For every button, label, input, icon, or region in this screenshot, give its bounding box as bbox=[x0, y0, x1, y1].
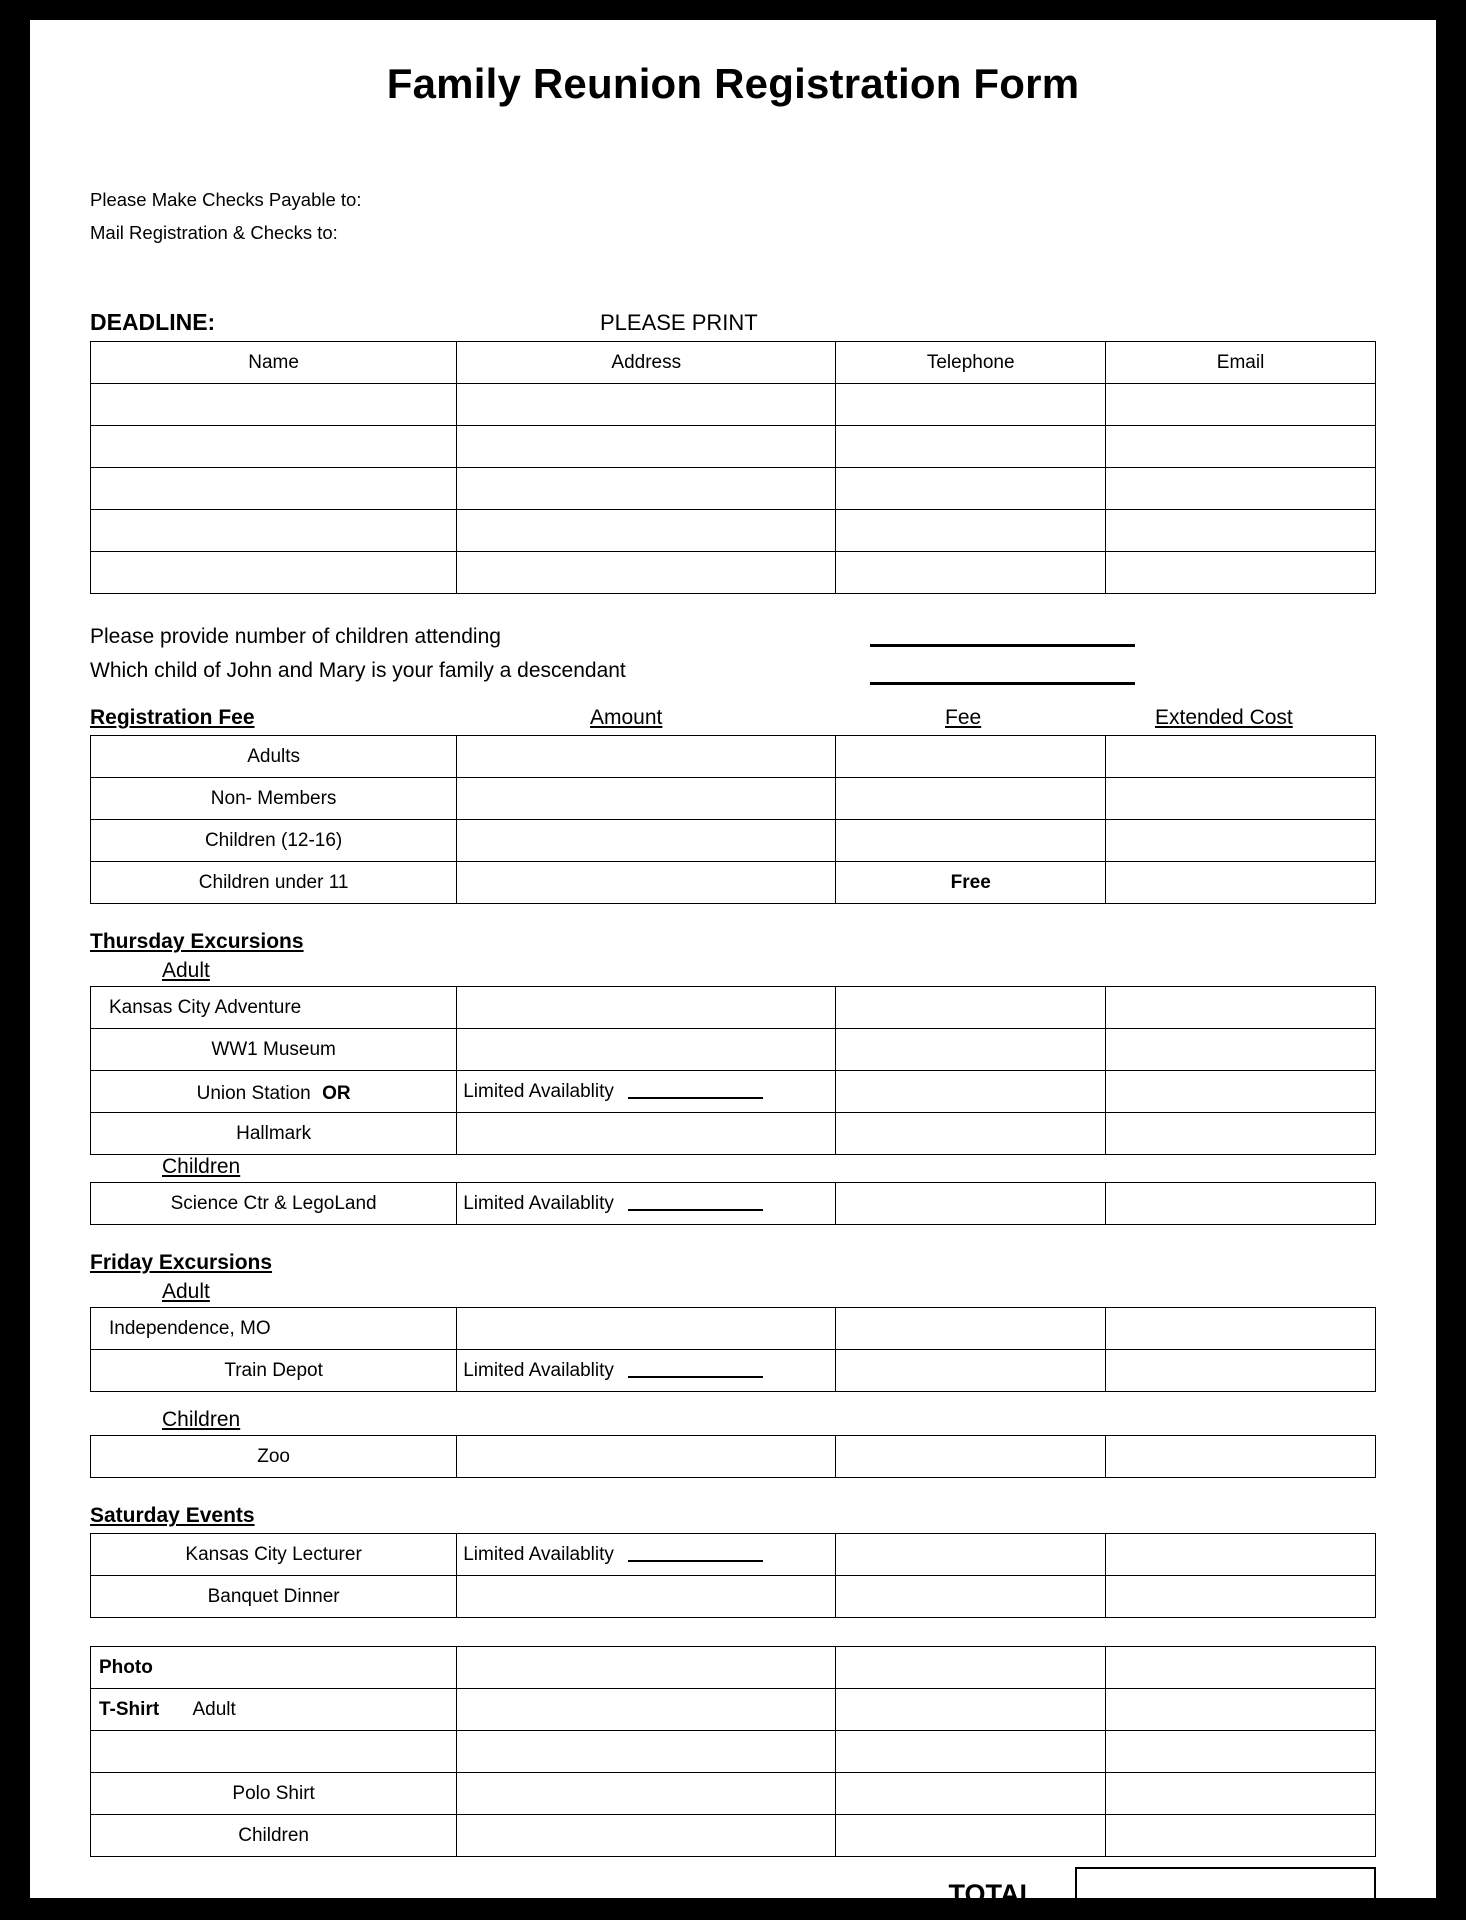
table-row bbox=[91, 1350, 1376, 1392]
contacts-header-row bbox=[91, 342, 1376, 384]
merch-label-photo: Photo bbox=[91, 1647, 457, 1689]
excursion-availability bbox=[457, 1183, 836, 1225]
header-amount: Amount bbox=[590, 706, 663, 730]
excursion-availability bbox=[457, 1350, 836, 1392]
event-availability bbox=[457, 1534, 836, 1576]
fee-row-extended[interactable] bbox=[1106, 820, 1376, 862]
availability-text: Limited Availablity bbox=[463, 1080, 614, 1102]
merch-fee[interactable] bbox=[836, 1689, 1106, 1731]
excursion-fee[interactable] bbox=[836, 1308, 1106, 1350]
excursion-extended[interactable] bbox=[1106, 1183, 1376, 1225]
fee-row-extended[interactable] bbox=[1106, 778, 1376, 820]
total-value-box[interactable] bbox=[1075, 1867, 1376, 1919]
cell-name[interactable] bbox=[91, 510, 457, 552]
excursion-fee[interactable] bbox=[836, 987, 1106, 1029]
cell-telephone[interactable] bbox=[836, 510, 1106, 552]
excursion-fee[interactable] bbox=[836, 1113, 1106, 1155]
excursion-label: Zoo bbox=[91, 1436, 457, 1478]
table-row bbox=[91, 1029, 1376, 1071]
excursion-label bbox=[91, 1071, 457, 1113]
table-row bbox=[91, 1689, 1376, 1731]
fee-section-headers bbox=[90, 706, 1376, 735]
fee-row-extended[interactable] bbox=[1106, 862, 1376, 904]
cell-email[interactable] bbox=[1106, 384, 1376, 426]
cell-address[interactable] bbox=[457, 426, 836, 468]
cell-address[interactable] bbox=[457, 384, 836, 426]
payable-block bbox=[90, 186, 1376, 247]
cell-name[interactable] bbox=[91, 468, 457, 510]
availability-blank-line[interactable] bbox=[628, 1560, 763, 1562]
registration-fee-table bbox=[90, 735, 1376, 904]
table-row bbox=[91, 862, 1376, 904]
merch-label-tshirt-text: T-Shirt bbox=[99, 1698, 160, 1720]
cell-telephone[interactable] bbox=[836, 426, 1106, 468]
availability-text: Limited Availablity bbox=[463, 1192, 614, 1214]
answer-line-children-attending[interactable] bbox=[870, 644, 1135, 647]
friday-children-table bbox=[90, 1435, 1376, 1478]
table-row bbox=[91, 1576, 1376, 1618]
excursion-fee[interactable] bbox=[836, 1183, 1106, 1225]
merchandise-table bbox=[90, 1646, 1376, 1857]
excursion-extended[interactable] bbox=[1106, 1029, 1376, 1071]
fee-row-fee[interactable] bbox=[836, 820, 1106, 862]
section-heading-saturday: Saturday Events bbox=[90, 1504, 255, 1528]
merch-label-polo: Polo Shirt bbox=[91, 1773, 457, 1815]
header-fee: Fee bbox=[945, 706, 982, 730]
cell-email[interactable] bbox=[1106, 510, 1376, 552]
availability-blank-line[interactable] bbox=[628, 1376, 763, 1378]
table-row bbox=[91, 552, 1376, 594]
table-row bbox=[91, 987, 1376, 1029]
table-row bbox=[91, 1436, 1376, 1478]
table-row bbox=[91, 468, 1376, 510]
table-row bbox=[91, 384, 1376, 426]
excursion-fee[interactable] bbox=[836, 1029, 1106, 1071]
excursion-label: WW1 Museum bbox=[91, 1029, 457, 1071]
excursion-availability bbox=[457, 1071, 836, 1113]
table-row bbox=[91, 1534, 1376, 1576]
fee-row-label: Children (12-16) bbox=[91, 820, 457, 862]
table-row bbox=[91, 1071, 1376, 1113]
merch-amount[interactable] bbox=[457, 1815, 836, 1857]
cell-name[interactable] bbox=[91, 426, 457, 468]
table-row bbox=[91, 1731, 1376, 1773]
table-row bbox=[91, 1815, 1376, 1857]
document-page bbox=[30, 20, 1436, 1910]
event-extended[interactable] bbox=[1106, 1534, 1376, 1576]
mail-registration-line: Mail Registration & Checks to: bbox=[90, 221, 338, 243]
cell-address[interactable] bbox=[457, 552, 836, 594]
event-amount[interactable] bbox=[457, 1576, 836, 1618]
cell-telephone[interactable] bbox=[836, 384, 1106, 426]
merch-label-blank[interactable] bbox=[91, 1731, 457, 1773]
fee-row-fee[interactable] bbox=[836, 736, 1106, 778]
merch-amount[interactable] bbox=[457, 1689, 836, 1731]
excursion-extended[interactable] bbox=[1106, 1436, 1376, 1478]
fee-row-label: Adults bbox=[91, 736, 457, 778]
excursion-label: Kansas City Adventure bbox=[91, 987, 457, 1029]
fee-row-label: Children under 11 bbox=[91, 862, 457, 904]
event-fee[interactable] bbox=[836, 1576, 1106, 1618]
excursion-fee[interactable] bbox=[836, 1350, 1106, 1392]
subheading-thursday-children: Children bbox=[162, 1155, 241, 1179]
thursday-children-table bbox=[90, 1182, 1376, 1225]
header-extended-cost: Extended Cost bbox=[1155, 706, 1293, 730]
merch-extended[interactable] bbox=[1106, 1773, 1376, 1815]
merch-label-tshirt-adult: Adult bbox=[192, 1698, 236, 1720]
excursion-label-text: Union Station bbox=[196, 1082, 311, 1104]
merch-extended[interactable] bbox=[1106, 1731, 1376, 1773]
deadline-row bbox=[90, 309, 1376, 339]
table-row bbox=[91, 1183, 1376, 1225]
excursion-label: Train Depot bbox=[91, 1350, 457, 1392]
excursion-amount[interactable] bbox=[457, 987, 836, 1029]
cell-telephone[interactable] bbox=[836, 468, 1106, 510]
subheading-friday-children: Children bbox=[162, 1408, 241, 1432]
excursion-fee[interactable] bbox=[836, 1071, 1106, 1113]
cell-telephone[interactable] bbox=[836, 552, 1106, 594]
table-row bbox=[91, 1647, 1376, 1689]
merch-extended[interactable] bbox=[1106, 1815, 1376, 1857]
subheading-thursday-adult: Adult bbox=[162, 959, 210, 983]
thursday-adult-table bbox=[90, 986, 1376, 1155]
cell-email[interactable] bbox=[1106, 468, 1376, 510]
excursion-extended[interactable] bbox=[1106, 1071, 1376, 1113]
header-registration-fee: Registration Fee bbox=[90, 706, 255, 730]
excursion-extended[interactable] bbox=[1106, 1350, 1376, 1392]
merch-fee[interactable] bbox=[836, 1815, 1106, 1857]
excursion-label: Independence, MO bbox=[91, 1308, 457, 1350]
excursion-amount[interactable] bbox=[457, 1029, 836, 1071]
excursion-label-or: OR bbox=[322, 1082, 351, 1104]
fee-row-amount[interactable] bbox=[457, 778, 836, 820]
event-fee[interactable] bbox=[836, 1534, 1106, 1576]
table-row bbox=[91, 820, 1376, 862]
fee-row-label: Non- Members bbox=[91, 778, 457, 820]
excursion-extended[interactable] bbox=[1106, 1308, 1376, 1350]
merch-amount[interactable] bbox=[457, 1647, 836, 1689]
event-extended[interactable] bbox=[1106, 1576, 1376, 1618]
merch-fee[interactable] bbox=[836, 1647, 1106, 1689]
excursion-fee[interactable] bbox=[836, 1436, 1106, 1478]
table-row bbox=[91, 778, 1376, 820]
total-label: TOTAL bbox=[948, 1879, 1036, 1910]
column-header-address: Address bbox=[457, 342, 836, 384]
fee-row-amount[interactable] bbox=[457, 820, 836, 862]
merch-label-children: Children bbox=[91, 1815, 457, 1857]
availability-text: Limited Availablity bbox=[463, 1359, 614, 1381]
excursion-amount[interactable] bbox=[457, 1113, 836, 1155]
excursion-amount[interactable] bbox=[457, 1436, 836, 1478]
excursion-label: Science Ctr & LegoLand bbox=[91, 1183, 457, 1225]
column-header-email: Email bbox=[1106, 342, 1376, 384]
fee-row-fee[interactable] bbox=[836, 778, 1106, 820]
availability-blank-line[interactable] bbox=[628, 1209, 763, 1211]
cell-name[interactable] bbox=[91, 384, 457, 426]
deadline-label: DEADLINE: bbox=[90, 309, 216, 336]
merch-amount[interactable] bbox=[457, 1731, 836, 1773]
merch-amount[interactable] bbox=[457, 1773, 836, 1815]
cell-name[interactable] bbox=[91, 552, 457, 594]
event-label: Kansas City Lecturer bbox=[91, 1534, 457, 1576]
fee-row-amount[interactable] bbox=[457, 736, 836, 778]
merch-fee[interactable] bbox=[836, 1731, 1106, 1773]
question-children-attending: Please provide number of children attending bbox=[90, 625, 501, 649]
column-header-name: Name bbox=[91, 342, 457, 384]
availability-text: Limited Availablity bbox=[463, 1543, 614, 1565]
merch-label-tshirt bbox=[91, 1689, 457, 1731]
cell-address[interactable] bbox=[457, 468, 836, 510]
table-row bbox=[91, 510, 1376, 552]
event-label: Banquet Dinner bbox=[91, 1576, 457, 1618]
table-row bbox=[91, 1308, 1376, 1350]
saturday-events-table bbox=[90, 1533, 1376, 1618]
cell-email[interactable] bbox=[1106, 552, 1376, 594]
cell-email[interactable] bbox=[1106, 426, 1376, 468]
page-title: Family Reunion Registration Form bbox=[386, 60, 1080, 107]
section-heading-friday: Friday Excursions bbox=[90, 1251, 273, 1275]
table-row bbox=[91, 426, 1376, 468]
excursion-amount[interactable] bbox=[457, 1308, 836, 1350]
checks-payable-line: Please Make Checks Payable to: bbox=[90, 189, 362, 210]
fee-row-extended[interactable] bbox=[1106, 736, 1376, 778]
excursion-extended[interactable] bbox=[1106, 1113, 1376, 1155]
fee-row-amount[interactable] bbox=[457, 862, 836, 904]
cell-address[interactable] bbox=[457, 510, 836, 552]
table-row bbox=[91, 1113, 1376, 1155]
subheading-friday-adult: Adult bbox=[162, 1280, 210, 1304]
availability-blank-line[interactable] bbox=[628, 1097, 763, 1099]
table-row bbox=[91, 736, 1376, 778]
friday-adult-table bbox=[90, 1307, 1376, 1392]
fee-row-fee: Free bbox=[836, 862, 1106, 904]
merch-fee[interactable] bbox=[836, 1773, 1106, 1815]
merch-extended[interactable] bbox=[1106, 1689, 1376, 1731]
total-row bbox=[90, 1867, 1376, 1919]
section-heading-thursday: Thursday Excursions bbox=[90, 930, 304, 954]
excursion-label: Hallmark bbox=[91, 1113, 457, 1155]
question-descendant: Which child of John and Mary is your family a descendant bbox=[90, 659, 626, 683]
column-header-telephone: Telephone bbox=[836, 342, 1106, 384]
merch-extended[interactable] bbox=[1106, 1647, 1376, 1689]
excursion-extended[interactable] bbox=[1106, 987, 1376, 1029]
questions-block bbox=[90, 620, 1376, 688]
contacts-table bbox=[90, 341, 1376, 594]
please-print-label: PLEASE PRINT bbox=[600, 310, 758, 336]
answer-line-descendant[interactable] bbox=[870, 682, 1135, 685]
table-row bbox=[91, 1773, 1376, 1815]
